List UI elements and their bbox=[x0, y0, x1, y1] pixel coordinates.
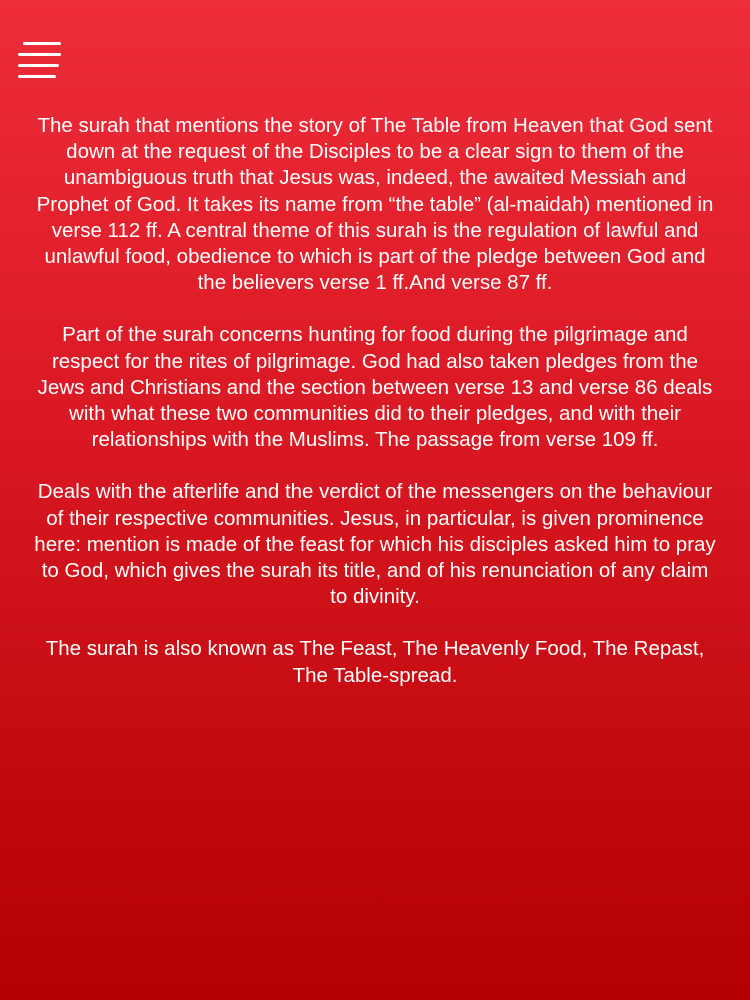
menu-icon-line bbox=[18, 75, 56, 78]
menu-icon-line bbox=[18, 53, 61, 56]
menu-icon-line bbox=[18, 64, 59, 67]
surah-description bbox=[34, 113, 716, 715]
description-paragraph: Deals with the afterlife and the verdict of the messengers on the behaviour of their respective communities. Jesus, in particular, is given prominence here: mention is made of the feast for which his disciples asked him to pray to God, which gives the surah its title, and of his renunciation of any claim to divinity. bbox=[34, 480, 716, 609]
description-paragraph: The surah is also known as The Feast, The Heavenly Food, The Repast, The Table-spread. bbox=[45, 637, 705, 687]
menu-button[interactable] bbox=[18, 42, 64, 80]
description-paragraph: The surah that mentions the story of The Table from Heaven that God sent down at the request of the Disciples to be a clear sign to them of the unambiguous truth that Jesus was, indeed, the awaited Messiah and Prophet of God. It takes its name from “the table” (al-maidah) mentioned in verse 112 ff. A central theme of this surah is the regulation of lawful and unlawful food, obedience to which is part of the pledge between God and the believers verse 1 ff.And verse 87 ff. bbox=[36, 114, 714, 295]
menu-icon-line bbox=[23, 42, 61, 45]
description-paragraph: Part of the surah concerns hunting for food during the pilgrimage and respect for the rites of pilgrimage. God had also taken pledges from the Jews and Christians and the section between verse 13 and verse 86 deals with what these two communities did to their pledges, and with their relationships with the Muslims. The passage from verse 109 ff. bbox=[37, 323, 713, 452]
